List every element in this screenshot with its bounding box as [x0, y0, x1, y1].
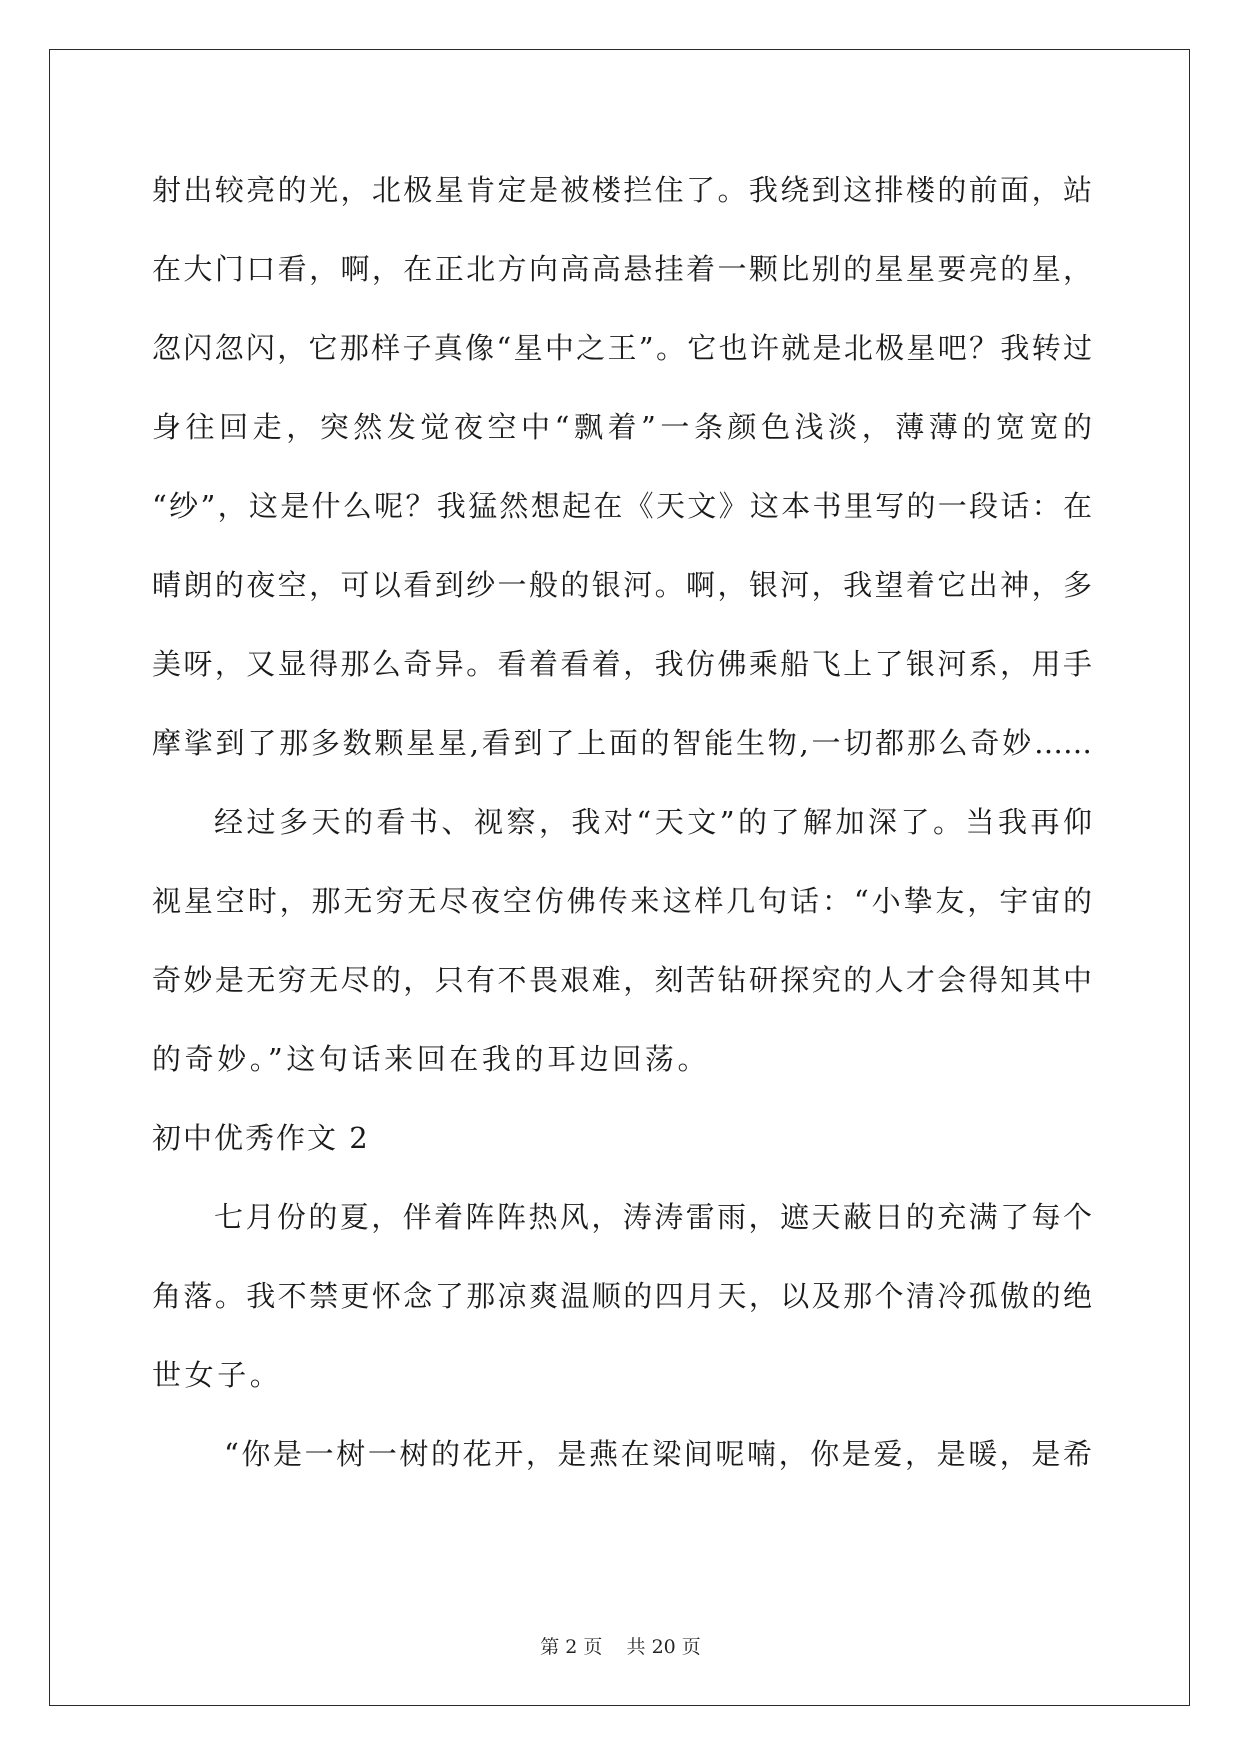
paragraph-line: 射出较亮的光，北极星肯定是被楼拦住了。我绕到这排楼的前面，站 — [152, 173, 1092, 207]
paragraph-line: 晴朗的夜空，可以看到纱一般的银河。啊，银河，我望着它出神，多 — [152, 568, 1092, 602]
paragraph-line: 角落。我不禁更怀念了那凉爽温顺的四月天，以及那个清冷孤傲的绝 — [152, 1279, 1092, 1313]
page-total: 共 20 页 — [626, 1636, 701, 1658]
paragraph-line: 忽闪忽闪，它那样子真像“星中之王”。它也许就是北极星吧？我转过 — [152, 331, 1092, 365]
paragraph-line: 视星空时，那无穷无尽夜空仿佛传来这样几句话：“小挚友，宇宙的 — [152, 884, 1092, 918]
paragraph-line: 美呀，又显得那么奇异。看着看着，我仿佛乘船飞上了银河系，用手 — [152, 647, 1092, 681]
page-number: 第 2 页 — [540, 1636, 603, 1658]
paragraph-line: 七月份的夏，伴着阵阵热风，涛涛雷雨，遮天蔽日的充满了每个 — [214, 1200, 1092, 1234]
paragraph-line: 奇妙是无穷无尽的，只有不畏艰难，刻苦钻研探究的人才会得知其中 — [152, 963, 1092, 997]
paragraph-line: “你是一树一树的花开，是燕在梁间呢喃，你是爱，是暖，是希 — [224, 1437, 1092, 1471]
paragraph-line: 在大门口看，啊，在正北方向高高悬挂着一颗比别的星星要亮的星， — [152, 252, 1092, 286]
paragraph-line: 世女子。 — [152, 1358, 283, 1392]
paragraph-line: 摩挲到了那多数颗星星,看到了上面的智能生物,一切都那么奇妙…… — [152, 726, 1092, 760]
paragraph-line: 的奇妙。”这句话来回在我的耳边回荡。 — [152, 1042, 711, 1076]
paragraph-line: 经过多天的看书、视察，我对“天文”的了解加深了。当我再仰 — [214, 805, 1092, 839]
section-heading: 初中优秀作文 2 — [152, 1121, 370, 1155]
page-footer — [0, 1632, 1241, 1659]
paragraph-line: 身往回走，突然发觉夜空中“飘着”一条颜色浅淡，薄薄的宽宽的 — [152, 410, 1092, 444]
paragraph-line: “纱”，这是什么呢？我猛然想起在《天文》这本书里写的一段话：在 — [152, 489, 1092, 523]
